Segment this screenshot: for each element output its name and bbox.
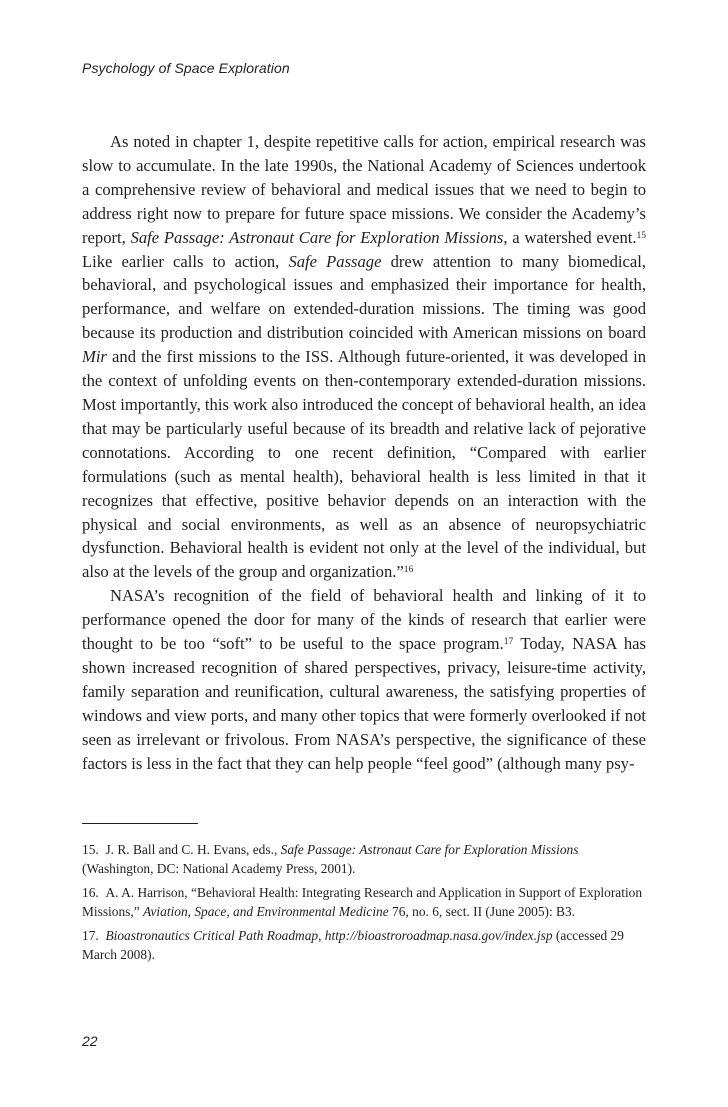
footnote-rule xyxy=(82,823,198,824)
footnote-number: 16. xyxy=(82,885,99,900)
footnote-number: 17. xyxy=(82,928,99,943)
footnote-text: J. R. Ball and C. H. Evans, eds., xyxy=(105,842,281,857)
page-number: 22 xyxy=(82,1033,98,1049)
text-run: drew attention to many biomedical, behavioral, and psychological issues and emphasized their importance for health, performance, and welfare on extended-duration missions. The timing was good because its production and distribution coincided with American missions on board xyxy=(82,251,647,343)
footnote-ref: 17 xyxy=(503,637,514,648)
paragraph xyxy=(82,584,646,775)
footnote-17 xyxy=(82,926,646,964)
paragraph xyxy=(82,130,646,584)
footnote-text: (accessed 29 March 2008). xyxy=(82,928,624,962)
station-name: Mir xyxy=(82,347,107,367)
text-run: Like earlier calls to action, xyxy=(82,251,289,271)
text-run: As noted in chapter 1, despite repetitive calls for action, empirical research was slow to accumulate. In the late 1990s, the National Academy of Sciences undertook a comprehensive review of behavioral and medical issues that we need to begin to address right now to prepare for future space missions. We consider the Academy’s report, xyxy=(82,132,646,247)
running-head: Psychology of Space Exploration xyxy=(82,60,290,76)
footnote-url[interactable]: http://bioastroroadmap.nasa.gov/index.jsp xyxy=(324,928,553,943)
footnote-text: , xyxy=(318,928,325,943)
footnote-16 xyxy=(82,883,646,921)
text-run: , a watershed event. xyxy=(503,227,637,247)
footnote-text: (Washington, DC: National Academy Press, 2001). xyxy=(82,861,356,876)
footnote-title: Safe Passage: Astronaut Care for Exploration Missions xyxy=(280,842,579,857)
footnote-ref: 16 xyxy=(403,565,414,576)
report-title-short: Safe Passage xyxy=(288,251,382,271)
footnote-number: 15. xyxy=(82,842,99,857)
footnote-title: Bioastronautics Critical Path Roadmap xyxy=(105,928,319,943)
footnote-ref: 15 xyxy=(636,230,646,241)
footnotes xyxy=(82,840,646,969)
footnote-journal: Aviation, Space, and Environmental Medicine xyxy=(143,904,389,919)
footnote-text: A. A. Harrison, “Behavioral Health: Integrating Research and Application in Support of Exploration Missions,” xyxy=(82,885,643,919)
footnote-15 xyxy=(82,840,646,878)
text-run: Today, NASA has shown increased recognition of shared perspectives, privacy, leisure-time activity, family separation and reunification, cultural awareness, the satisfying properties of windows and view ports, and many other topics that were formerly overlooked if not seen as irrelevant or frivolous. From NASA’s perspective, the significance of these factors is less in the fact that they can help people “feel good” (although many psy- xyxy=(82,634,646,773)
text-run: and the first missions to the ISS. Although future-oriented, it was developed in the context of unfolding events on then-contemporary extended-duration missions. Most importantly, this work also introduced the concept of behavioral health, an idea that may be particularly useful because of its breadth and relative lack of pejorative connotations. According to one recent definition, “Compared with earlier formulations (such as mental health), behavioral health is less limited in that it recognizes that effective, positive behavior depends on an interaction with the physical and social environments, as well as an absence of neuropsychiatric dysfunction. Behavioral health is evident not only at the level of the individual, but also at the levels of the group and organization.” xyxy=(82,347,646,582)
footnote-text: 76, no. 6, sect. II (June 2005): B3. xyxy=(388,904,576,919)
text-run: NASA’s recognition of the field of behavioral health and linking of it to performance opened the door for many of the kinds of research that earlier were thought to be too “soft” to be useful to the space program. xyxy=(82,586,646,654)
report-title: Safe Passage: Astronaut Care for Exploration Missions xyxy=(130,227,504,247)
body-text xyxy=(82,130,646,775)
